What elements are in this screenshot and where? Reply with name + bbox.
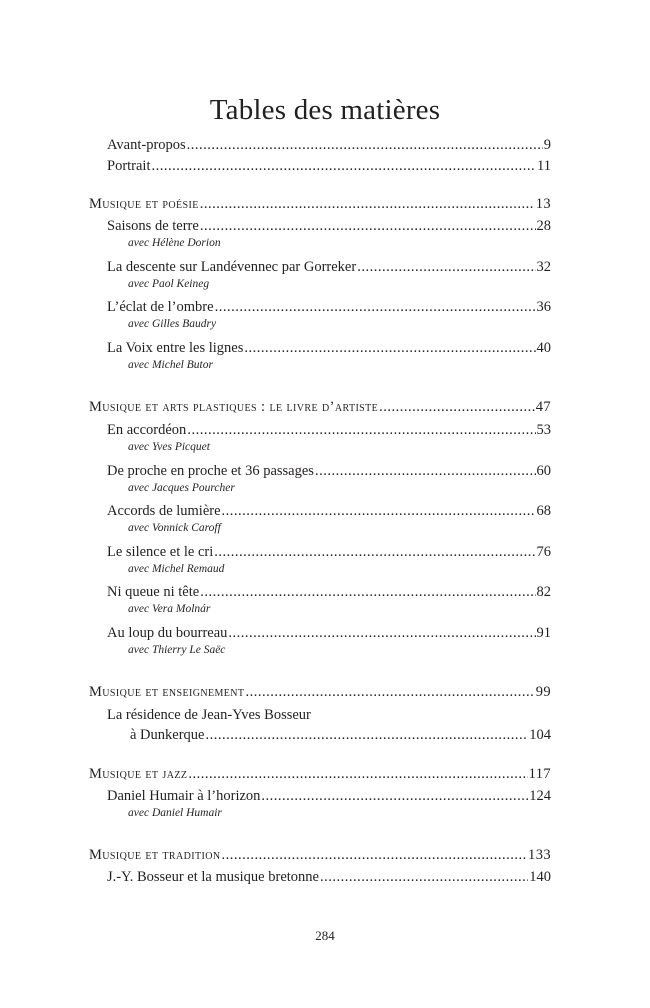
entry-author: avec Hélène Dorion — [128, 237, 221, 249]
page-title: Tables des matières — [209, 94, 441, 126]
entry-page: 124 — [529, 788, 551, 804]
section-label: Musique et enseignement — [89, 684, 245, 700]
toc-entry — [107, 217, 551, 235]
entry-page: 140 — [529, 869, 551, 885]
leader-dots — [245, 683, 534, 701]
entry-label: L’éclat de l’ombre — [107, 299, 214, 315]
leader-dots — [187, 421, 535, 439]
toc-section-musique-et-poesie — [89, 195, 551, 213]
toc-entry — [107, 787, 551, 805]
leader-dots — [221, 846, 527, 864]
entry-label: La descente sur Landévennec par Gorreker — [107, 259, 357, 275]
entry-label: Daniel Humair à l’horizon — [107, 788, 261, 804]
leader-dots — [215, 298, 536, 316]
toc-entry — [107, 462, 551, 480]
leader-dots — [222, 502, 536, 520]
leader-dots — [244, 339, 535, 357]
entry-page: 91 — [536, 625, 551, 641]
toc-entry — [107, 298, 551, 316]
section-page: 133 — [528, 847, 551, 863]
toc-entry — [130, 726, 551, 744]
entry-author: avec Michel Butor — [128, 359, 213, 371]
entry-page: 68 — [536, 503, 551, 519]
leader-dots — [357, 258, 535, 276]
entry-author: avec Vonnick Caroff — [128, 522, 221, 534]
toc-entry — [107, 421, 551, 439]
entry-page: 60 — [536, 463, 551, 479]
section-label: Musique et jazz — [89, 766, 188, 782]
entry-label: Portrait — [107, 158, 151, 174]
entry-page: 82 — [536, 584, 551, 600]
leader-dots — [214, 543, 535, 561]
leader-dots — [228, 624, 535, 642]
entry-page: 76 — [536, 544, 551, 560]
entry-page: 9 — [543, 137, 551, 153]
entry-label: à Dunkerque — [130, 727, 205, 743]
entry-author: avec Thierry Le Saëc — [128, 644, 226, 656]
leader-dots — [200, 195, 535, 213]
page-number: 284 — [315, 928, 335, 943]
section-label: Musique et tradition — [89, 847, 221, 863]
section-page: 47 — [535, 399, 551, 415]
toc-entry — [107, 543, 551, 561]
toc-entry — [107, 868, 551, 886]
toc-section-jazz — [89, 765, 551, 783]
toc-section-enseignement — [89, 683, 551, 701]
leader-dots — [379, 398, 535, 416]
section-page: 117 — [528, 766, 551, 782]
entry-label: Avant-propos — [107, 137, 186, 153]
toc-section-tradition — [89, 846, 551, 864]
section-page: 99 — [535, 684, 551, 700]
toc-entry-portrait — [107, 157, 551, 175]
entry-label: Accords de lumière — [107, 503, 221, 519]
leader-dots — [205, 726, 528, 744]
leader-dots — [200, 583, 535, 601]
entry-page: 36 — [536, 299, 551, 315]
entry-label: Saisons de terre — [107, 218, 199, 234]
entry-page: 53 — [536, 422, 551, 438]
section-page: 13 — [535, 196, 551, 212]
leader-dots — [152, 157, 537, 175]
toc-section-arts-plastiques — [89, 398, 551, 416]
entry-page: 40 — [536, 340, 551, 356]
entry-label: Le silence et le cri — [107, 544, 214, 560]
toc-entry — [107, 258, 551, 276]
entry-author: avec Michel Remaud — [128, 563, 225, 575]
section-label: Musique et arts plastiques : le livre d’artiste — [89, 399, 379, 415]
entry-author: avec Vera Molnár — [128, 603, 211, 615]
toc-entry — [107, 339, 551, 357]
entry-author: avec Paol Keineg — [128, 278, 210, 290]
entry-label-line1: La résidence de Jean-Yves Bosseur — [107, 707, 311, 723]
entry-author: avec Jacques Pourcher — [128, 482, 235, 494]
entry-label: J.-Y. Bosseur et la musique bretonne — [107, 869, 319, 885]
entry-author: avec Gilles Baudry — [128, 318, 217, 330]
toc-entry — [107, 624, 551, 642]
entry-author: avec Daniel Humair — [128, 807, 222, 819]
leader-dots — [200, 217, 536, 235]
leader-dots — [320, 868, 528, 886]
entry-label: Ni queue ni tête — [107, 584, 200, 600]
section-label: Musique et poésie — [89, 196, 199, 212]
entry-author: avec Yves Picquet — [128, 441, 210, 453]
leader-dots — [315, 462, 536, 480]
entry-label: En accordéon — [107, 422, 187, 438]
entry-page: 104 — [529, 727, 551, 743]
entry-page: 28 — [536, 218, 551, 234]
leader-dots — [187, 136, 543, 154]
toc-entry — [107, 583, 551, 601]
leader-dots — [261, 787, 528, 805]
entry-label: De proche en proche et 36 passages — [107, 463, 314, 479]
entry-label: La Voix entre les lignes — [107, 340, 244, 356]
entry-label: Au loup du bourreau — [107, 625, 228, 641]
toc-entry — [107, 502, 551, 520]
entry-page: 11 — [537, 158, 551, 174]
toc-entry-avant-propos — [107, 136, 551, 154]
leader-dots — [188, 765, 527, 783]
entry-page: 32 — [536, 259, 551, 275]
